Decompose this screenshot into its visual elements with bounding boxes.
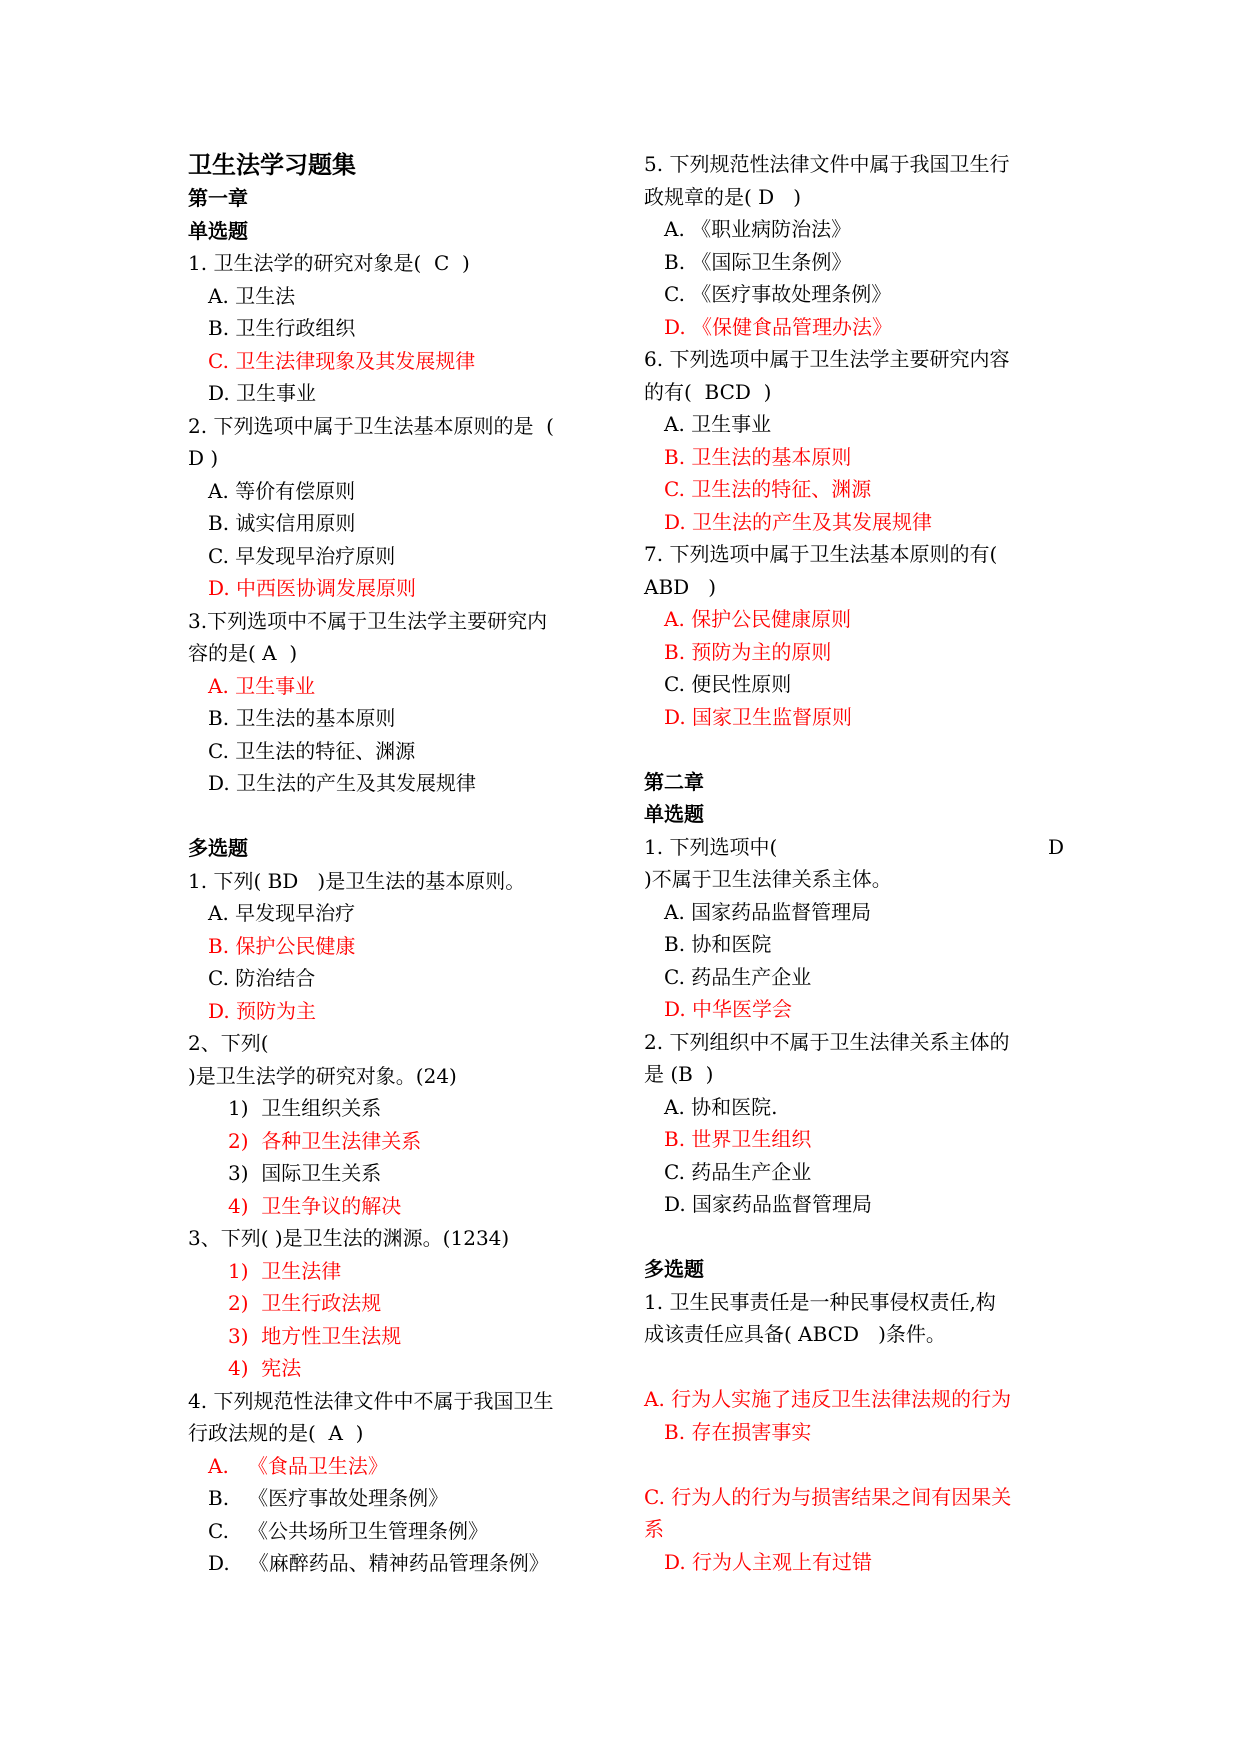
option: D. 《麻醉药品、精神药品管理条例》: [208, 1551, 549, 1575]
option-correct: A. 保护公民健康原则: [664, 607, 852, 631]
option: C. 早发现早治疗原则: [208, 543, 396, 568]
question: 3.下列选项中不属于卫生法学主要研究内: [188, 608, 548, 633]
question: 7. 下列选项中属于卫生法基本原则的有(: [644, 542, 998, 566]
option-correct-cont: 系: [644, 1517, 664, 1541]
option-correct: 4) 宪法: [228, 1356, 302, 1380]
option: B. 卫生行政组织: [208, 316, 356, 340]
option-correct: A. 《食品卫生法》: [208, 1453, 388, 1478]
option: 3) 国际卫生关系: [228, 1161, 382, 1185]
question-cont: ABD ): [644, 574, 717, 599]
section-heading: 单选题: [188, 218, 248, 243]
question-cont: )不属于卫生法律关系主体。: [644, 867, 892, 891]
option-correct: C. 卫生法的特征、渊源: [664, 477, 872, 501]
option-correct: B. 存在损害事实: [664, 1419, 812, 1444]
question-cont: 的有( BCD ): [644, 379, 772, 404]
chapter-heading: 第二章: [644, 769, 704, 794]
spacer: [644, 1351, 1064, 1384]
question: 2. 下列组织中不属于卫生法律关系主体的: [644, 1029, 1010, 1054]
question: 3、下列( )是卫生法的渊源。(1234): [188, 1226, 510, 1250]
option: C. 《公共场所卫生管理条例》: [208, 1518, 489, 1543]
section-heading: 多选题: [644, 1257, 704, 1281]
option-correct: 1) 卫生法律: [228, 1258, 342, 1283]
section-heading: 单选题: [644, 802, 704, 826]
option-correct: D. 《保健食品管理办法》: [664, 314, 893, 339]
option: D. 卫生事业: [208, 381, 317, 405]
question-cont: 政规章的是( D ): [644, 184, 802, 209]
question: 1. 卫生法学的研究对象是( C ): [188, 251, 470, 275]
option: C. 药品生产企业: [664, 964, 812, 989]
right-column: [644, 148, 1064, 1578]
option: C. 《医疗事故处理条例》: [664, 282, 892, 306]
option-correct: B. 预防为主的原则: [664, 639, 832, 664]
option: B. 诚实信用原则: [208, 511, 356, 535]
option: A. 等价有偿原则: [208, 478, 356, 503]
option: C. 卫生法的特征、渊源: [208, 738, 416, 763]
question: 5. 下列规范性法律文件中属于我国卫生行: [644, 152, 1010, 176]
option-correct: C. 行为人的行为与损害结果之间有因果关: [644, 1484, 1012, 1509]
option: C. 便民性原则: [664, 672, 792, 696]
option-correct: D. 国家卫生监督原则: [664, 704, 853, 729]
option: A. 早发现早治疗: [208, 901, 356, 925]
option-correct: A. 卫生事业: [208, 673, 316, 698]
option-correct: C. 卫生法律现象及其发展规律: [208, 348, 476, 373]
question-text: 1. 下列选项中(: [644, 834, 778, 859]
option-correct: D. 中西医协调发展原则: [208, 576, 417, 600]
question-cont: )是卫生法学的研究对象。(24): [188, 1063, 457, 1088]
question: 2. 下列选项中属于卫生法基本原则的是 (: [188, 413, 554, 438]
question-cont: 容的是( A ): [188, 641, 298, 665]
option-correct: B. 保护公民健康: [208, 933, 356, 958]
document-title: 卫生法学习题集: [188, 150, 356, 179]
left-column: [188, 148, 608, 1580]
option: 1) 卫生组织关系: [228, 1096, 382, 1120]
option: B. 协和医院: [664, 932, 772, 956]
question: 2、下列(: [188, 1031, 269, 1055]
option-correct: A. 行为人实施了违反卫生法律法规的行为: [644, 1387, 1012, 1411]
question: 6. 下列选项中属于卫生法学主要研究内容: [644, 347, 1010, 371]
question: 1. 卫生民事责任是一种民事侵权责任,构: [644, 1289, 996, 1314]
question-cont: 成该责任应具备( ABCD )条件。: [644, 1322, 946, 1346]
option-correct: 3) 地方性卫生法规: [228, 1323, 402, 1348]
question-cont: 是 (B ): [644, 1062, 714, 1086]
chapter-heading: 第一章: [188, 186, 248, 210]
option: A. 国家药品监督管理局: [664, 899, 872, 924]
question: [644, 831, 1064, 864]
option: D. 国家药品监督管理局: [664, 1192, 873, 1216]
spacer: [188, 800, 608, 833]
option: A. 《职业病防治法》: [664, 217, 852, 241]
answer-letter: D: [1047, 834, 1064, 859]
section-heading: 多选题: [188, 836, 248, 860]
spacer: [644, 1448, 1064, 1481]
option-correct: D. 卫生法的产生及其发展规律: [664, 509, 933, 534]
option: C. 防治结合: [208, 966, 316, 990]
option: D. 卫生法的产生及其发展规律: [208, 771, 477, 795]
option-correct: B. 卫生法的基本原则: [664, 444, 852, 469]
spacer: [644, 733, 1064, 766]
option-correct: 4) 卫生争议的解决: [228, 1193, 402, 1218]
option: A. 协和医院.: [664, 1094, 778, 1119]
option-correct: D. 中华医学会: [664, 997, 793, 1021]
question: 4. 下列规范性法律文件中不属于我国卫生: [188, 1388, 554, 1413]
option: A. 卫生法: [208, 283, 296, 308]
option-correct: 2) 各种卫生法律关系: [228, 1128, 422, 1153]
question-cont: 行政法规的是( A ): [188, 1421, 364, 1445]
option: B. 卫生法的基本原则: [208, 706, 396, 730]
question: 1. 下列( BD )是卫生法的基本原则。: [188, 868, 526, 893]
question-cont: D ): [188, 446, 219, 470]
option: B. 《医疗事故处理条例》: [208, 1486, 449, 1510]
spacer: [644, 1221, 1064, 1254]
option-correct: 2) 卫生行政法规: [228, 1291, 382, 1315]
option: C. 药品生产企业: [664, 1159, 812, 1184]
option-correct: D. 行为人主观上有过错: [664, 1549, 873, 1574]
option-correct: D. 预防为主: [208, 998, 317, 1023]
option-correct: B. 世界卫生组织: [664, 1127, 812, 1151]
option: A. 卫生事业: [664, 412, 772, 436]
option: B. 《国际卫生条例》: [664, 249, 852, 274]
